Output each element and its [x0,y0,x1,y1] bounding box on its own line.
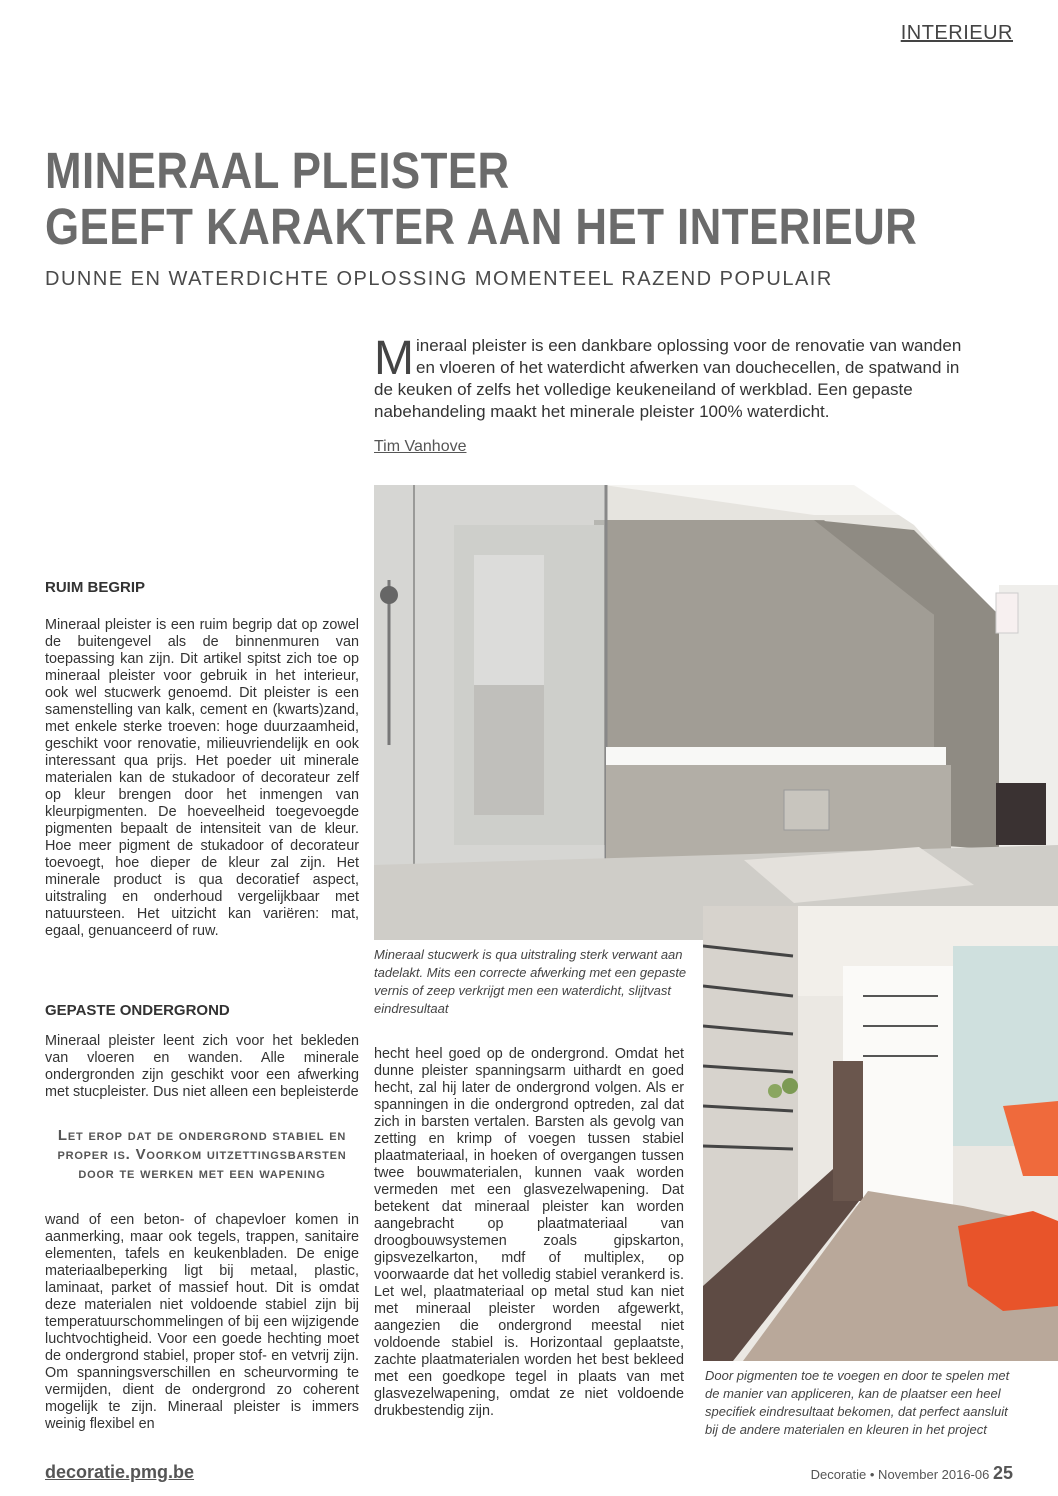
article-subtitle: DUNNE EN WATERDICHTE OPLOSSING MOMENTEEL RAZEND POPULAIR [45,268,833,290]
article-title [45,142,918,255]
bathroom-illustration [374,485,1058,940]
section-tag: INTERIEUR [900,22,1013,44]
caption-shop: Door pigmenten toe te voegen en door te spelen met de manier van appliceren, kan de plaatser een heel specifiek eindresultaat bekomen, dat perfect aansluit bij de andere materialen en kleuren in het project [705,1368,1010,1437]
body-col1-para2: Mineraal pleister leent zich voor het bekleden van vloeren en wanden. Alle minerale ondergronden zijn geschikt voor een afwerking met stucpleister. Dus niet alleen een bepleisterde [45,1033,359,1100]
title-line-1: MINERAAL PLEISTER [45,142,510,199]
pull-quote: Let erop dat de ondergrond stabiel en proper is. Voorkom uitzettingsbarsten door te werken met een wapening [57,1127,347,1182]
drop-cap: M [374,332,414,385]
title-line-2: GEEFT KARAKTER AAN HET INTERIEUR [45,198,918,255]
body-col1-para1: Mineraal pleister is een ruim begrip dat op zowel de buitengevel als de binnenmuren van toepassing kan zijn. Dit artikel spitst zich toe op mineraal pleister voor gebruik in het interieur, ook wel stucwerk genoemd. Dit pleister is een samenstelling van kalk, cement en (kwarts)zand, met enkele sterke troeven: hoge duurzaamheid, geschikt voor renovatie, milieuvriendelijk en ook interessant qua prijs. Het poeder uit minerale materialen kan de stukadoor of decorateur zelf op kleur brengen door het inmengen van kleurpigmenten. De hoeveelheid toegevoegde pigmenten bepaalt de intensiteit van de kleur. Hoe meer pigment de stukadoor of decorateur toevoegt, hoe dieper de kleur zal zijn. Het minerale product is qua decoratief aspect, uitstraling en onderhoud vergelijkbaar met natuursteen. Het uitzicht kan variëren: mat, egaal, genuanceerd of ruw. [45,617,359,939]
body-col1-para3: wand of een beton- of chapevloer komen in aanmerking, maar ook tegels, trappen, sanitaire elementen, tafels en keukenbladen. De enige materiaalbeperking ligt bij metaal, plastic, laminaat, parket of massief hout. Dit is omdat deze materialen niet voldoende stabiel zijn bij temperatuurschommelingen of bij een wijzigende luchtvochtigheid. Voor een goede hechting moet de ondergrond stabiel, proper stof- en vetvrij zijn. Om spanningsverschillen en scheurvorming te vermijden, dient de ondergrond zo coherent mogelijk te zijn. Mineraal pleister is immers weinig flexibel en [45,1212,359,1432]
heading-ruim-begrip: RUIM BEGRIP [45,579,146,596]
footer-website[interactable]: decoratie.pmg.be [45,1462,195,1482]
footer-issue-text: Decoratie • November 2016-06 [810,1467,990,1482]
caption-bathroom: Mineraal stucwerk is qua uitstraling sterk verwant aan tadelakt. Mits een correcte afwerking met een gepaste vernis of zeep verkrijgt men een waterdicht, slijtvast eindresultaat [374,947,687,1016]
heading-gepaste-ondergrond: GEPASTE ONDERGROND [45,1002,230,1019]
intro-text: ineraal pleister is een dankbare oplossing voor de renovatie van wanden en vloeren of het waterdicht afwerken van douchecellen, de spatwand in de keuken of zelfs het volledige keukeneiland of werkblad. Een gepaste nabehandeling maakt het minerale pleister 100% waterdicht. [374,336,962,421]
bathroom-photo [374,485,1058,940]
intro-paragraph [374,332,974,423]
body-col2-para: hecht heel goed op de ondergrond. Omdat het dunne pleister spanningsarm uithardt en goed hecht, zal hij later de ondergrond volgen. Als er spanningen in die ondergrond optreden, zal dat zich in barsten vertalen. Barsten als gevolg van zetting en krimp of voegen tussen stabiel plaatmateriaal, in hoeken of overgangen tussen twee bouwmaterialen, kunnen vaak worden vermeden met een glasvezelwapening. Dat betekent dat mineraal pleister kan worden aangebracht op plaatmateriaal van droogbouwsystemen zoals gipskarton, gipsvezelkarton, mdf of multiplex, op voorwaarde dat het volledig stabiel verankerd is. Let wel, plaatmateriaal op metal stud kan niet met mineraal pleister worden afgewerkt, aangezien die ondergrond meestal niet voldoende stabiel is. Horizontaal geplaatste, zachte plaatmaterialen worden het best bekleed met een goedkope tegel in plaats van met glasvezelwapening, omdat ze niet voldoende drukbestendig zijn. [374,1046,684,1419]
shop-illustration [703,906,1058,1361]
footer-issue [811,1463,1013,1484]
shop-photo [703,906,1058,1361]
page-number: 25 [992,1463,1013,1483]
author-byline: Tim Vanhove [374,438,467,455]
